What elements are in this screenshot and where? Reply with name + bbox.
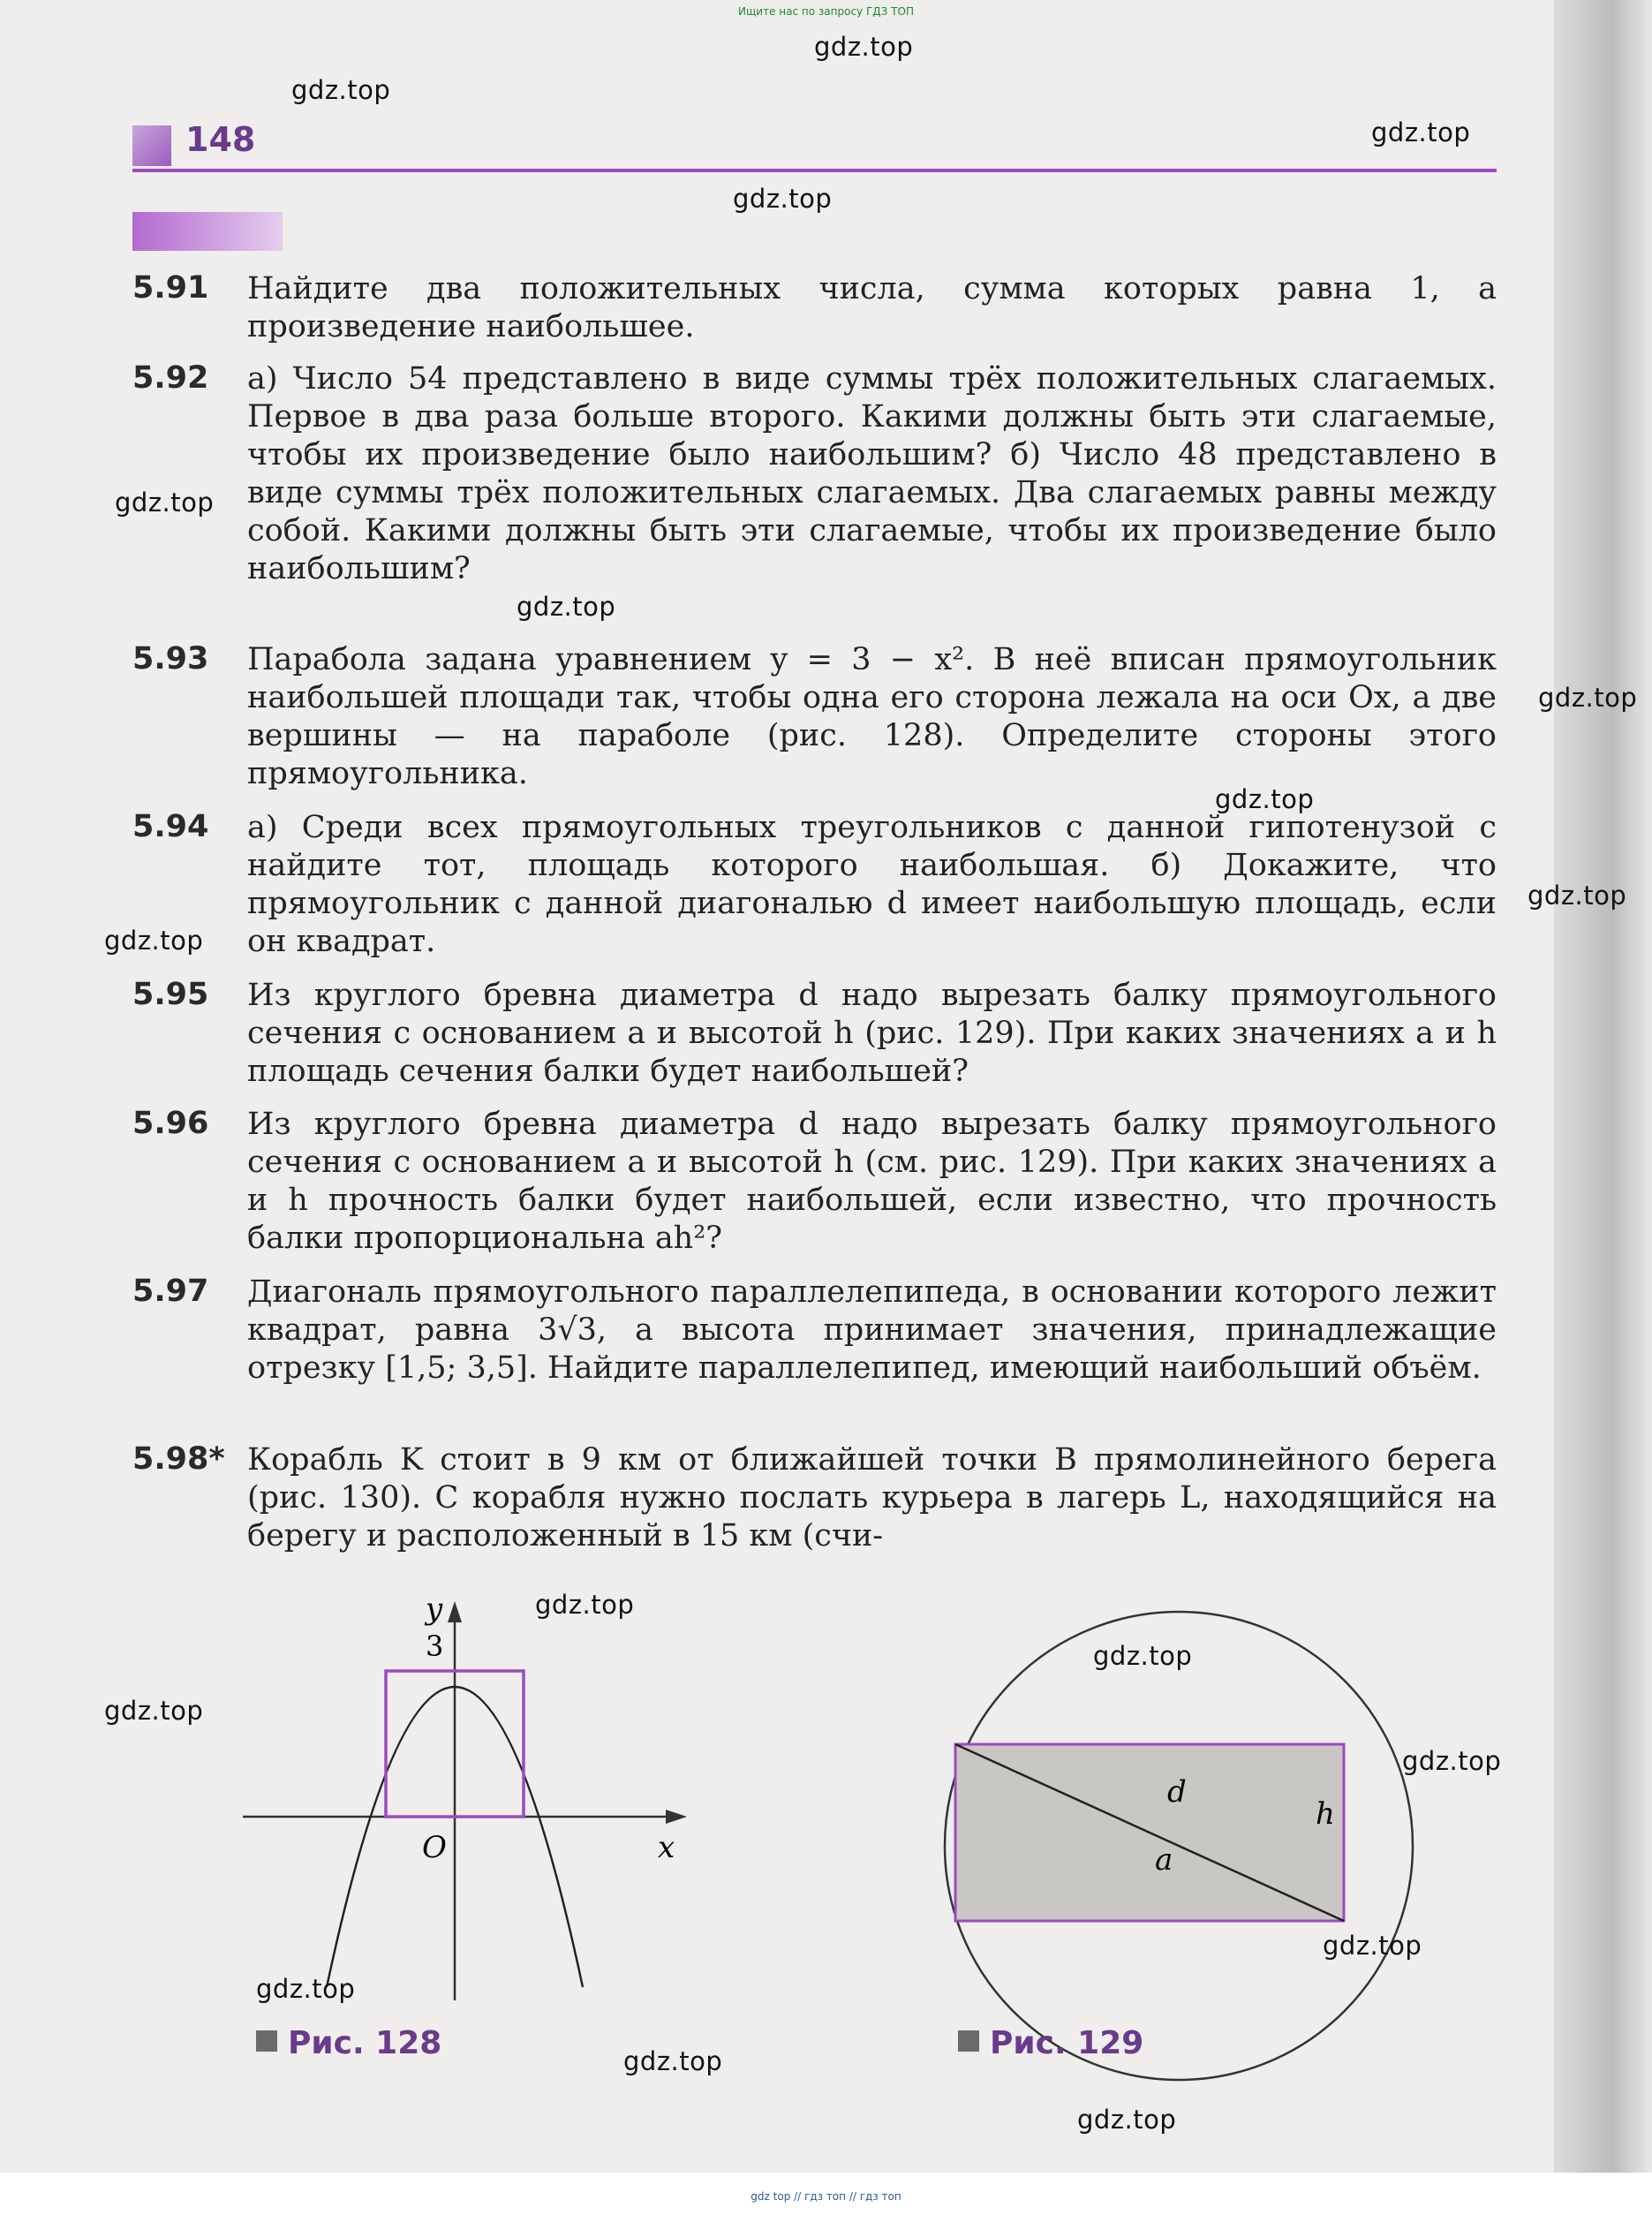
origin-label: O	[422, 1830, 447, 1865]
figure-128	[221, 1594, 715, 2009]
caption-marker	[958, 2030, 979, 2052]
figure-129-caption-text: Рис. 129	[990, 2025, 1144, 2061]
problem-text: Диагональ прямоугольного параллелепипеда, в основании которого лежит квадрат, равна 3√3, а высота принимает значения, принадлежащие отрезку [1,5; 3,5]. Найдите параллелепипед, имеющий наибольший объём.	[247, 1274, 1497, 1386]
problem-number: 5.96	[132, 1106, 209, 1141]
watermark: gdz.top	[1371, 117, 1471, 147]
problem-number: 5.93	[132, 641, 209, 677]
header-rule	[132, 169, 1497, 172]
figure-129-caption	[958, 2025, 1143, 2061]
x-axis-label: x	[658, 1830, 675, 1865]
watermark: gdz.top	[733, 184, 833, 214]
problem-text: Найдите два положительных числа, сумма которых равна 1, а произведение наибольшее.	[247, 271, 1497, 344]
watermark: gdz.top	[1323, 1931, 1422, 1961]
watermark: gdz.top	[517, 592, 616, 622]
label-h: h	[1316, 1796, 1335, 1832]
problem-number: 5.95	[132, 977, 209, 1012]
header-square	[132, 125, 171, 166]
problem-number: 5.92	[132, 360, 209, 396]
problem-number: 5.98*	[132, 1441, 225, 1477]
watermark: gdz.top	[256, 1974, 356, 2004]
page-spine-shadow	[1554, 0, 1652, 2173]
y-intercept-label: 3	[426, 1629, 444, 1663]
problem-number: 5.91	[132, 270, 209, 306]
problem-text: Из круглого бревна диаметра d надо вырезать балку прямоугольного сечения с основанием a и высотой h (рис. 129). При каких значениях a и h площадь сечения балки будет наибольшей?	[247, 978, 1497, 1089]
figure-128-caption	[256, 2025, 441, 2061]
problem-text: Из круглого бревна диаметра d надо вырезать балку прямоугольного сечения с основанием a и высотой h (см. рис. 129). При каких значениях a и h прочность балки будет наибольшей, если известно, что прочность балки пропорциональна ah²?	[247, 1107, 1497, 1256]
page-number: 148	[185, 120, 256, 159]
watermark: gdz.top	[104, 926, 204, 956]
problem-text: а) Число 54 представлено в виде суммы трёх положительных слагаемых. Первое в два раза больше второго. Какими должны быть эти слагаемые, чтобы их произведение было наибольшим? б) Число 48 представлено в виде суммы трёх положительных слагаемых. Два слагаемых равны между собой. Какими должны быть эти слагаемые, чтобы их произведение было наибольшим?	[247, 361, 1497, 586]
watermark: gdz.top	[1538, 683, 1638, 713]
problem-text: а) Среди всех прямоугольных треугольников с данной гипотенузой c найдите тот, площадь которого наибольшая. б) Докажите, что прямоугольник с данной диагональю d имеет наибольшую площадь, если он квадрат.	[247, 810, 1497, 959]
top-banner: Ищите нас по запросу ГДЗ ТОП	[738, 5, 914, 18]
x-axis-arrow	[666, 1810, 687, 1824]
watermark: gdz.top	[535, 1590, 635, 1620]
caption-marker	[256, 2030, 277, 2052]
watermark: gdz.top	[115, 488, 215, 518]
label-d: d	[1167, 1774, 1187, 1810]
watermark: gdz.top	[1528, 881, 1627, 911]
figure-129	[936, 1603, 1430, 2098]
problem-text: Корабль K стоит в 9 км от ближайшей точки B прямолинейного берега (рис. 130). С корабля нужно послать курьера в лагерь L, находящийся на берегу и расположенный в 15 км (счи-	[247, 1442, 1497, 1554]
problem-number: 5.94	[132, 809, 209, 844]
figure-128-caption-text: Рис. 128	[288, 2025, 442, 2061]
watermark: gdz.top	[1077, 2105, 1177, 2135]
y-axis-arrow	[448, 1601, 462, 1622]
watermark: gdz.top	[104, 1696, 204, 1726]
section-bar	[132, 212, 283, 251]
watermark: gdz.top	[1402, 1746, 1502, 1776]
y-axis-label: y	[426, 1594, 443, 1627]
watermark: gdz.top	[623, 2046, 723, 2076]
watermark: gdz.top	[1215, 784, 1315, 814]
watermark: gdz.top	[1093, 1641, 1193, 1671]
watermark: gdz.top	[814, 32, 914, 62]
watermark: gdz.top	[291, 75, 391, 105]
problem-number: 5.97	[132, 1274, 209, 1309]
bottom-banner: gdz top // гдз топ // гдз топ	[751, 2190, 901, 2203]
label-a: a	[1155, 1842, 1173, 1878]
problem-text: Парабола задана уравнением y = 3 − x². В неё вписан прямоугольник наибольшей площади так, чтобы одна его сторона лежала на оси Ox, а две вершины — на параболе (рис. 128). Определите стороны этого прямоугольника.	[247, 642, 1497, 791]
